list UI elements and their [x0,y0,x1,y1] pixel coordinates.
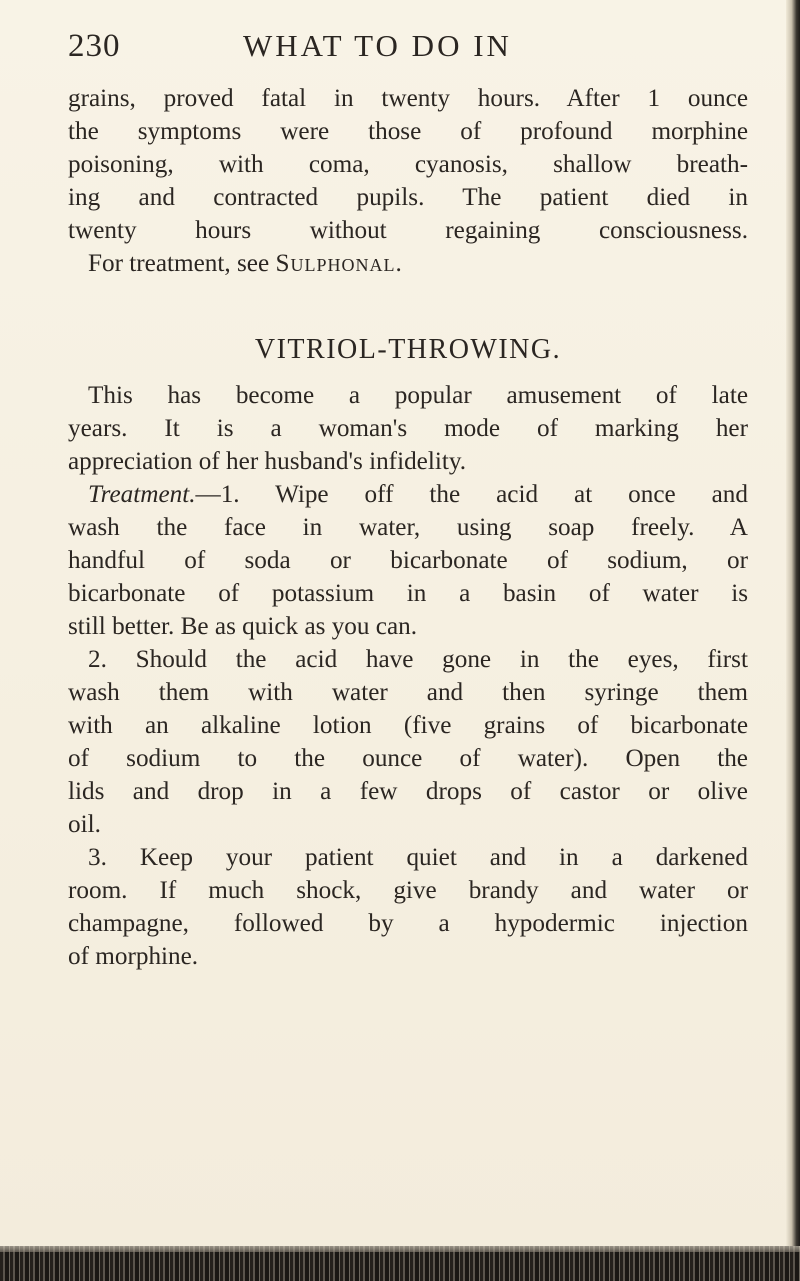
treatment-line: lids and drop in a few drops of castor or olive [68,778,748,805]
paragraph-line: years. It is a woman's mode of marking her [68,415,748,442]
section-heading: VITRIOL-THROWING. [254,334,562,365]
treatment-line: of morphine. [68,943,199,970]
page-header [68,28,748,78]
treatment-item-1-text: —1. Wipe off the acid at once and [195,481,748,508]
treatment-line: room. If much shock, give brandy and water or [68,877,748,904]
treatment-line: of sodium to the ounce of water). Open the [68,745,748,772]
intro-line: poisoning, with coma, cyanosis, shallow breath- [68,151,748,178]
treatment-label: Treatment. [88,481,196,508]
intro-line: twenty hours without regaining consciousness. [68,217,748,244]
treatment-line: 2. Should the acid have gone in the eyes, first [88,646,748,673]
paragraph-line: This has become a popular amusement of late [88,382,748,409]
intro-line: ing and contracted pupils. The patient died in [68,184,748,211]
intro-line: the symptoms were those of profound morphine [68,118,748,145]
treatment-reference-line [68,247,748,280]
page-edge-shadow [786,0,800,1281]
treatment-line: with an alkaline lotion (five grains of bicarbonate [68,712,748,739]
treatment-line: oil. [68,811,101,838]
treatment-line: wash them with water and then syringe them [68,679,748,706]
treatment-line: wash the face in water, using soap freely. A [68,514,748,541]
page-body [68,82,748,973]
sulphonal-cross-reference: Sulphonal. [275,250,403,277]
paragraph-line: appreciation of her husband's infidelity. [68,448,467,475]
treatment-line: still better. Be as quick as you can. [68,613,418,640]
treatment-line [68,478,748,511]
treatment-line: handful of soda or bicarbonate of sodium, or [68,547,748,574]
running-head: WHAT TO DO IN [243,28,512,63]
treatment-reference-prefix: For treatment, see [88,250,276,277]
page-number: 230 [68,28,121,64]
treatment-line: champagne, followed by a hypodermic injection [68,910,748,937]
treatment-line: bicarbonate of potassium in a basin of water is [68,580,748,607]
scan-bottom-edge [0,1246,800,1281]
intro-line: grains, proved fatal in twenty hours. After 1 ounce [68,85,748,112]
treatment-line: 3. Keep your patient quiet and in a darkened [88,844,748,871]
